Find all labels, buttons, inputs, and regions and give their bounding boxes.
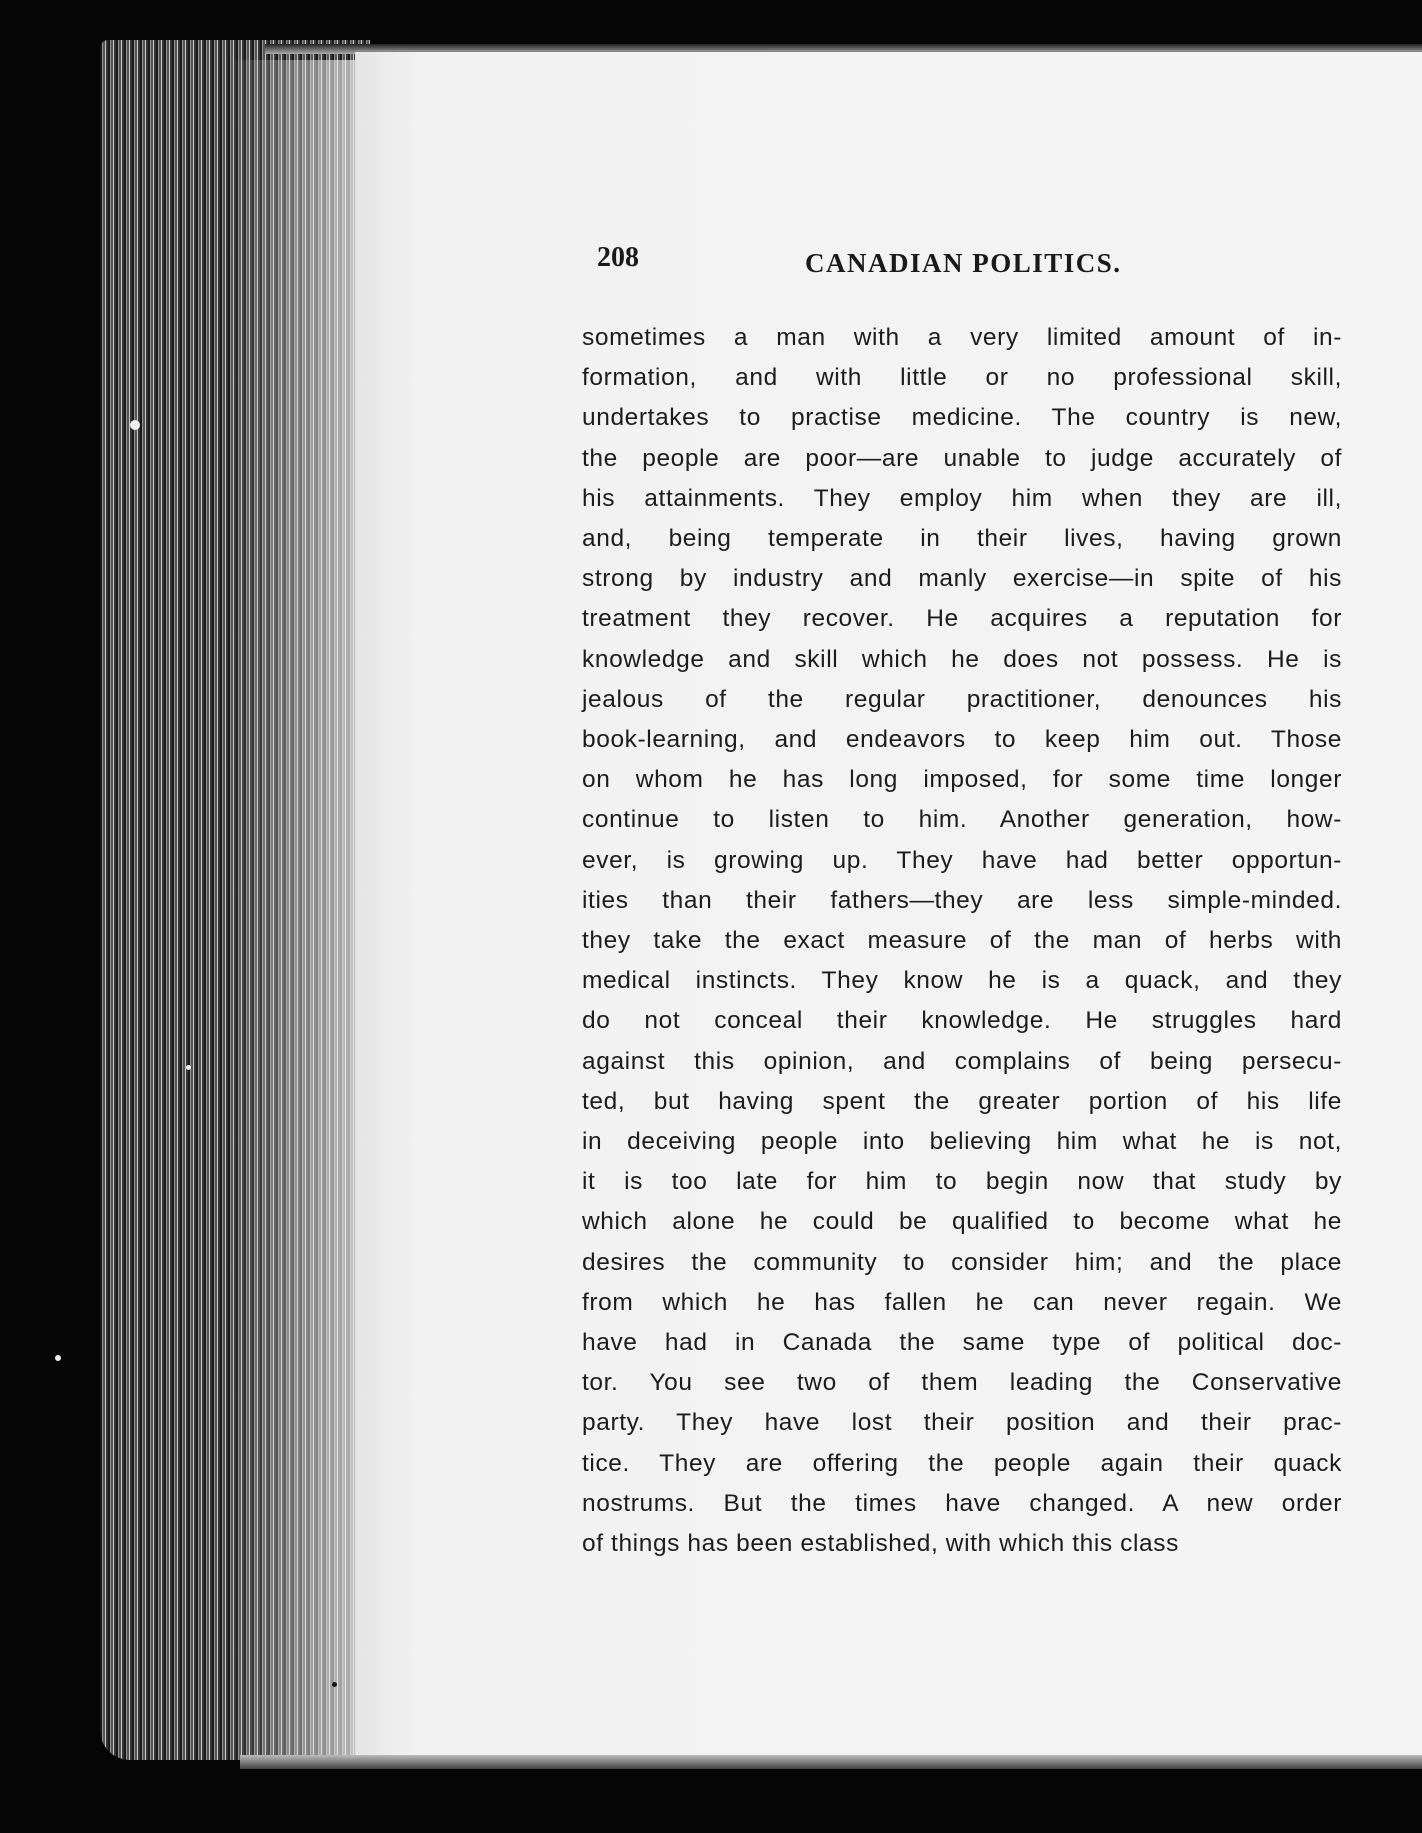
text-line: tor. You see two of them leading the Conservative	[582, 1369, 1342, 1397]
text-line: ities than their fathers—they are less simple-minded.	[582, 886, 1342, 914]
text-line: undertakes to practise medicine. The country is new,	[582, 404, 1342, 432]
text-line: ever, is growing up. They have had better opportun-	[582, 846, 1342, 874]
text-line: ted, but having spent the greater portion of his life	[582, 1087, 1342, 1115]
text-line: they take the exact measure of the man of herbs with	[582, 927, 1342, 955]
text-line: from which he has fallen he can never regain. We	[582, 1288, 1342, 1316]
text-line: jealous of the regular practitioner, denounces his	[582, 685, 1342, 713]
text-line: continue to listen to him. Another generation, how-	[582, 806, 1342, 834]
text-line: of things has been established, with which this class	[582, 1530, 1179, 1558]
text-line: which alone he could be qualified to become what he	[582, 1208, 1342, 1236]
book-bottom-edge	[240, 1755, 1422, 1769]
dust-speck	[186, 1065, 191, 1070]
text-line: on whom he has long imposed, for some time longer	[582, 766, 1342, 794]
text-line: it is too late for him to begin now that study by	[582, 1168, 1342, 1196]
text-line: the people are poor—are unable to judge accurately of	[582, 444, 1342, 472]
ink-speck	[332, 1682, 337, 1687]
running-head: CANADIAN POLITICS.	[805, 248, 1122, 278]
text-line: in deceiving people into believing him what he is not,	[582, 1128, 1342, 1156]
dust-speck	[55, 1355, 61, 1361]
text-line: party. They have lost their position and their prac-	[582, 1409, 1342, 1437]
text-line: tice. They are offering the people again their quack	[582, 1449, 1342, 1477]
text-line: strong by industry and manly exercise—in spite of his	[582, 565, 1342, 593]
text-line: treatment they recover. He acquires a reputation for	[582, 605, 1342, 633]
text-line: do not conceal their knowledge. He struggles hard	[582, 1007, 1342, 1035]
page-number: 208	[597, 242, 639, 273]
text-line: desires the community to consider him; and the place	[582, 1248, 1342, 1276]
text-line: knowledge and skill which he does not possess. He is	[582, 645, 1342, 673]
text-line: and, being temperate in their lives, having grown	[582, 525, 1342, 553]
body-text	[582, 318, 1342, 1564]
page-header	[597, 242, 1157, 282]
text-line: nostrums. But the times have changed. A new order	[582, 1489, 1342, 1517]
text-line: sometimes a man with a very limited amount of in-	[582, 324, 1342, 351]
text-line: his attainments. They employ him when they are ill,	[582, 484, 1342, 512]
text-line: medical instincts. They know he is a quack, and they	[582, 967, 1342, 995]
text-line: book-learning, and endeavors to keep him out. Those	[582, 726, 1342, 754]
text-line: formation, and with little or no professional skill,	[582, 364, 1342, 392]
text-line: have had in Canada the same type of political doc-	[582, 1329, 1342, 1357]
text-line: against this opinion, and complains of being persecu-	[582, 1047, 1342, 1075]
dust-speck	[130, 420, 140, 430]
